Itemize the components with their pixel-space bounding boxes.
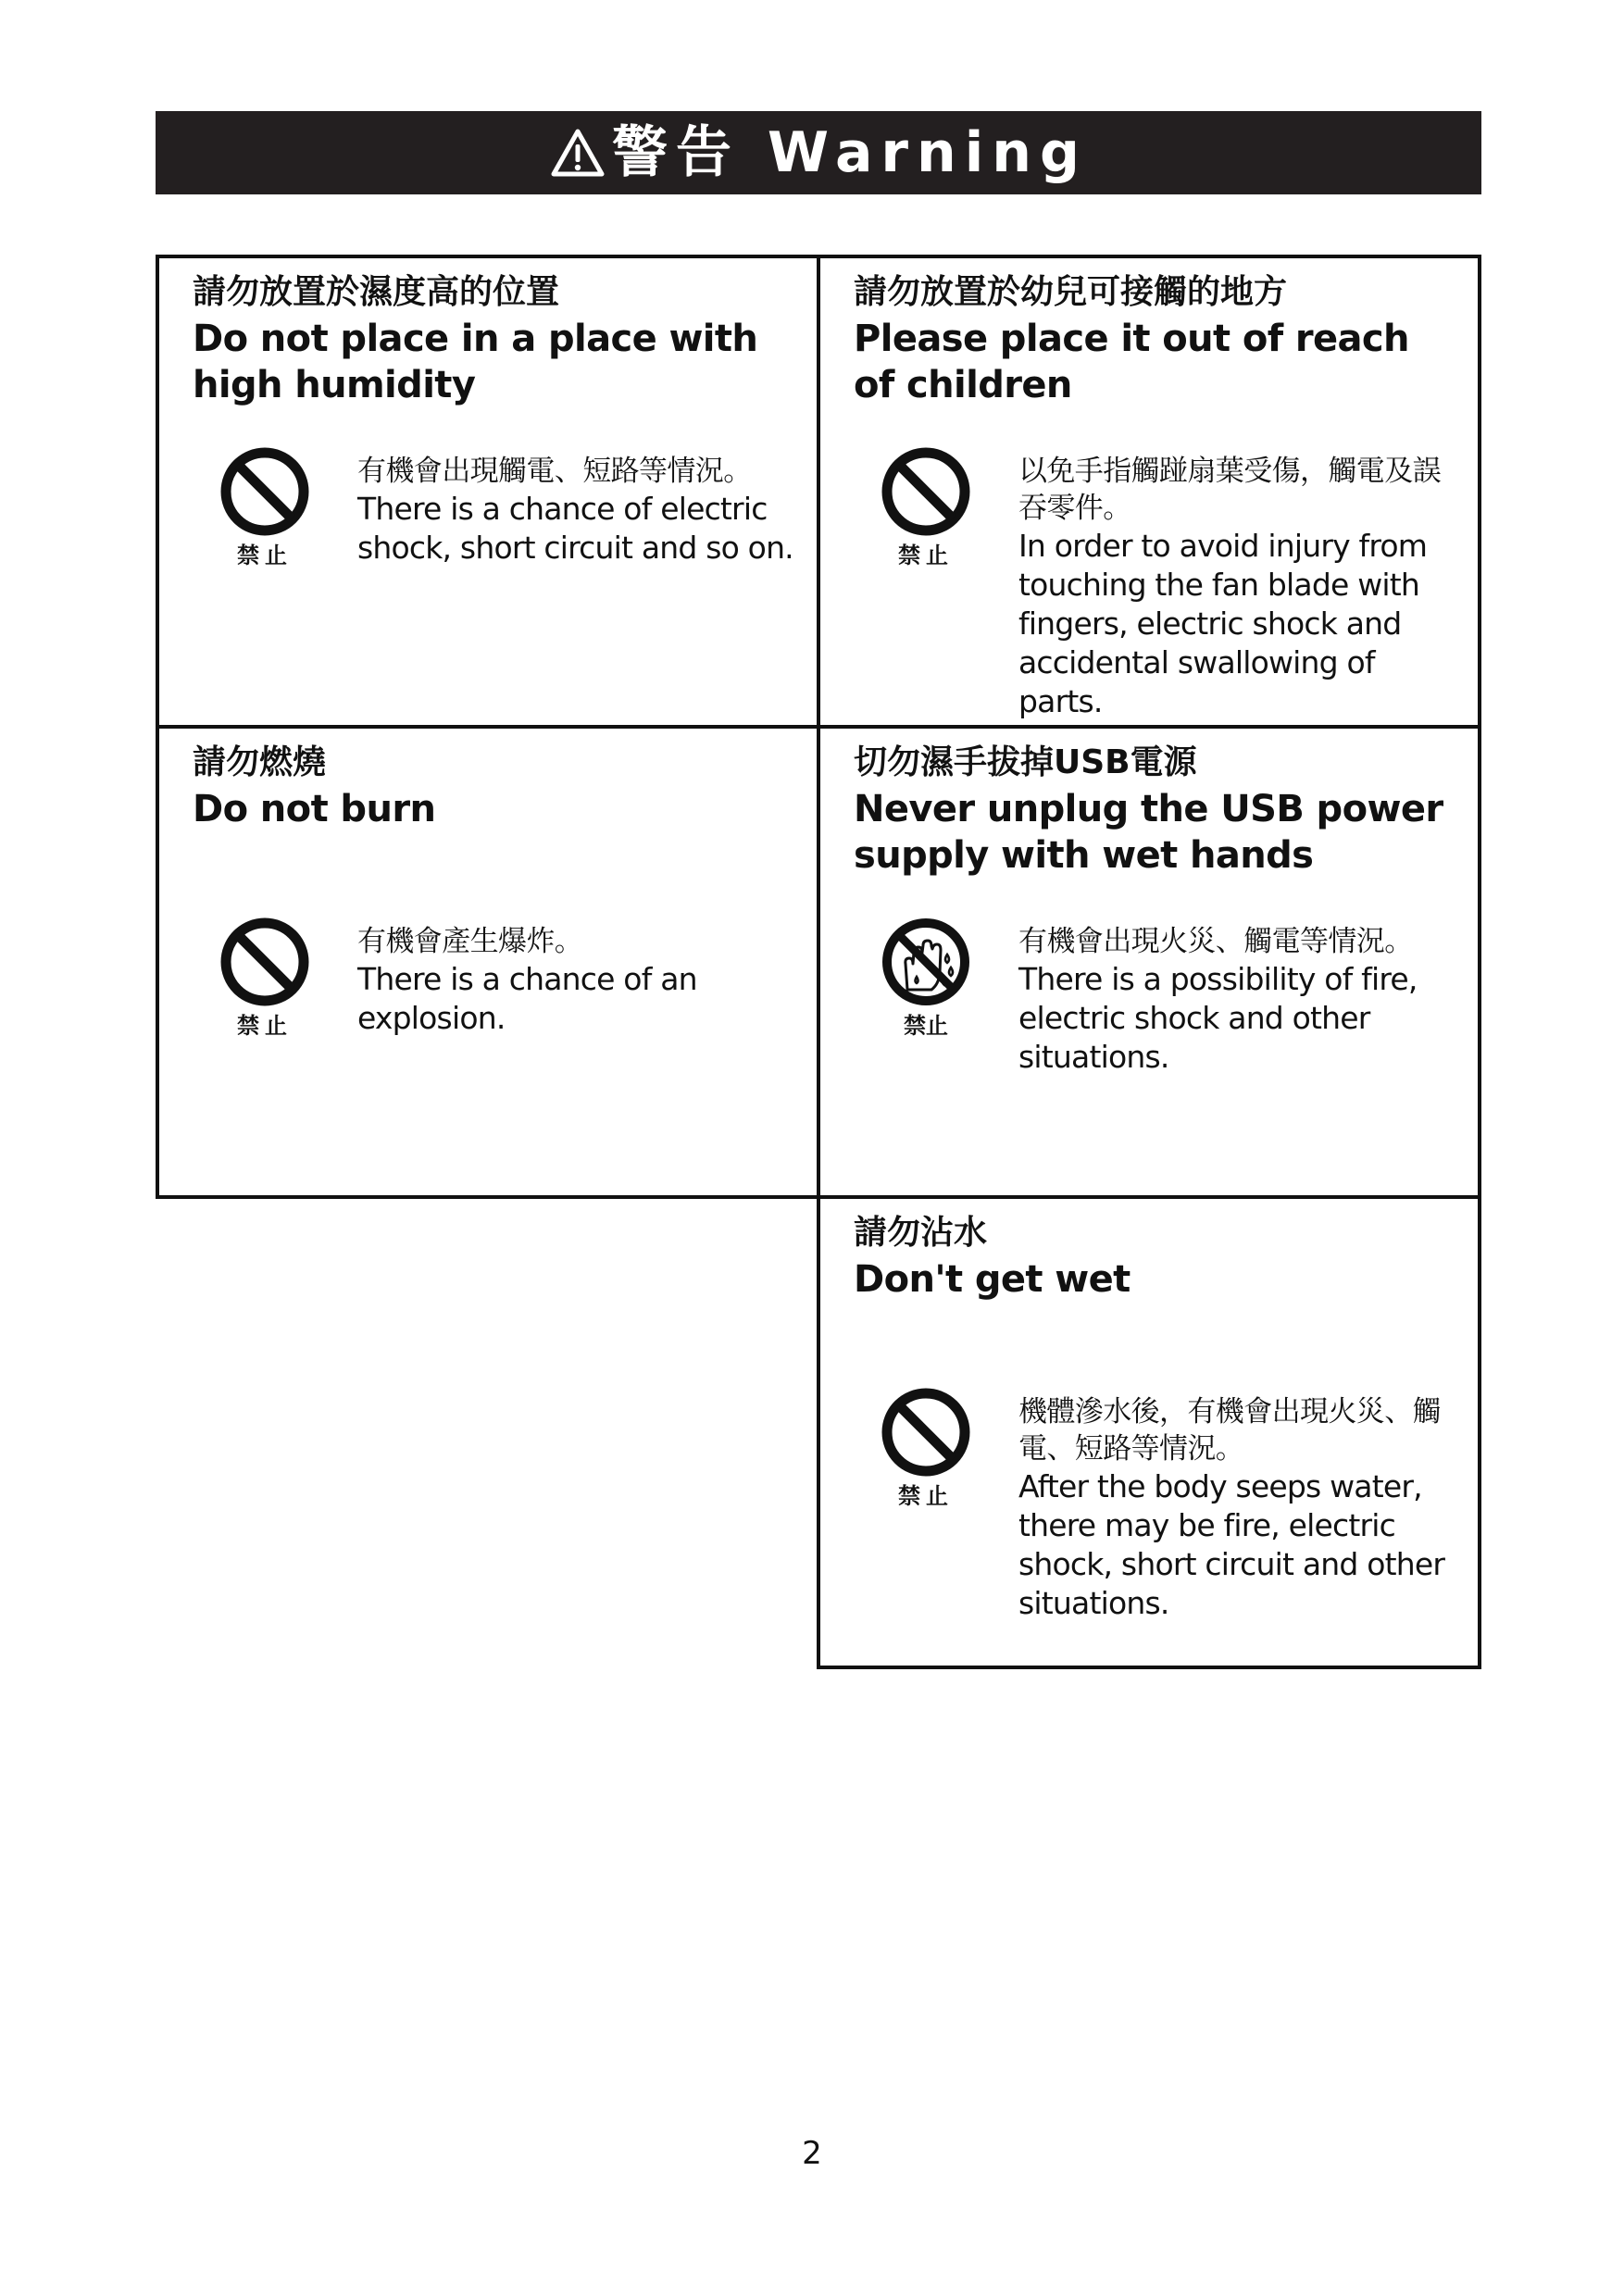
prohibition-label: 禁止 [898,1483,954,1509]
warning-description [357,453,796,568]
warning-cell-wet-hands [817,725,1481,1199]
prohibition-symbol [876,445,976,569]
heading-en: Never unplug the USB power supply with wet hands [854,788,1443,877]
heading-zh: 請勿放置於濕度高的位置 [193,273,560,311]
prohibition-label: 禁止 [237,543,293,568]
no-wet-hands-icon [880,916,972,1008]
warning-banner [156,111,1481,194]
description-zh: 有機會出現火災、觸電等情況。 [1018,925,1413,958]
page-number: 2 [802,2135,822,2172]
description-zh: 機體滲水後，有機會出現火災、觸電、短路等情況。 [1018,1395,1441,1466]
heading-zh: 請勿燃燒 [193,743,327,781]
description-zh: 有機會出現觸電、短路等情況。 [357,455,752,488]
heading-zh: 請勿放置於幼兒可接觸的地方 [854,273,1288,311]
warning-cell-wet [817,1195,1481,1669]
description-en: There is a chance of electric shock, short circuit and so on. [357,491,793,566]
warning-description [357,923,796,1038]
prohibition-symbol [215,445,315,569]
heading-en: Do not burn [193,788,436,830]
warning-heading [854,269,1459,408]
warning-cell-burn [156,725,820,1199]
warning-heading [854,1210,1459,1303]
warning-cell-humidity [156,255,820,729]
prohibition-symbol [876,1386,976,1510]
warning-description [1018,1393,1457,1623]
warning-heading [193,740,798,832]
description-en: There is a chance of an explosion. [357,961,697,1036]
prohibition-label: 禁止 [904,1013,948,1039]
warning-cell-children [817,255,1481,729]
prohibition-label: 禁止 [898,543,954,568]
heading-en: Do not place in a place with high humidity [193,318,758,406]
prohibition-icon [219,445,311,538]
prohibition-icon [880,445,972,538]
heading-zh: 請勿沾水 [854,1214,988,1252]
heading-zh: 切勿濕手拔掉USB電源 [854,743,1197,781]
description-zh: 有機會產生爆炸。 [357,925,583,958]
no-wet-hands-symbol [876,916,976,1040]
description-en: In order to avoid injury from touching the fan blade with fingers, electric shock and accidental swallowing of parts. [1018,528,1428,719]
heading-en: Don't get wet [854,1258,1131,1301]
warning-description [1018,923,1457,1077]
warning-heading [193,269,798,408]
prohibition-icon [880,1386,972,1479]
banner-title: 警告 Warning [612,120,1088,185]
heading-en: Please place it out of reach of children [854,318,1409,406]
prohibition-icon [219,916,311,1008]
warning-triangle-icon [549,124,606,181]
description-zh: 以免手指觸踫扇葉受傷，觸電及誤吞零件。 [1018,455,1441,525]
description-en: There is a possibility of fire, electric shock and other situations. [1018,961,1418,1075]
description-en: After the body seeps water, there may be fire, electric shock, short circuit and other situations. [1018,1468,1445,1621]
prohibition-label: 禁止 [237,1013,293,1039]
warning-heading [854,740,1459,879]
prohibition-symbol [215,916,315,1040]
warning-description [1018,453,1457,721]
